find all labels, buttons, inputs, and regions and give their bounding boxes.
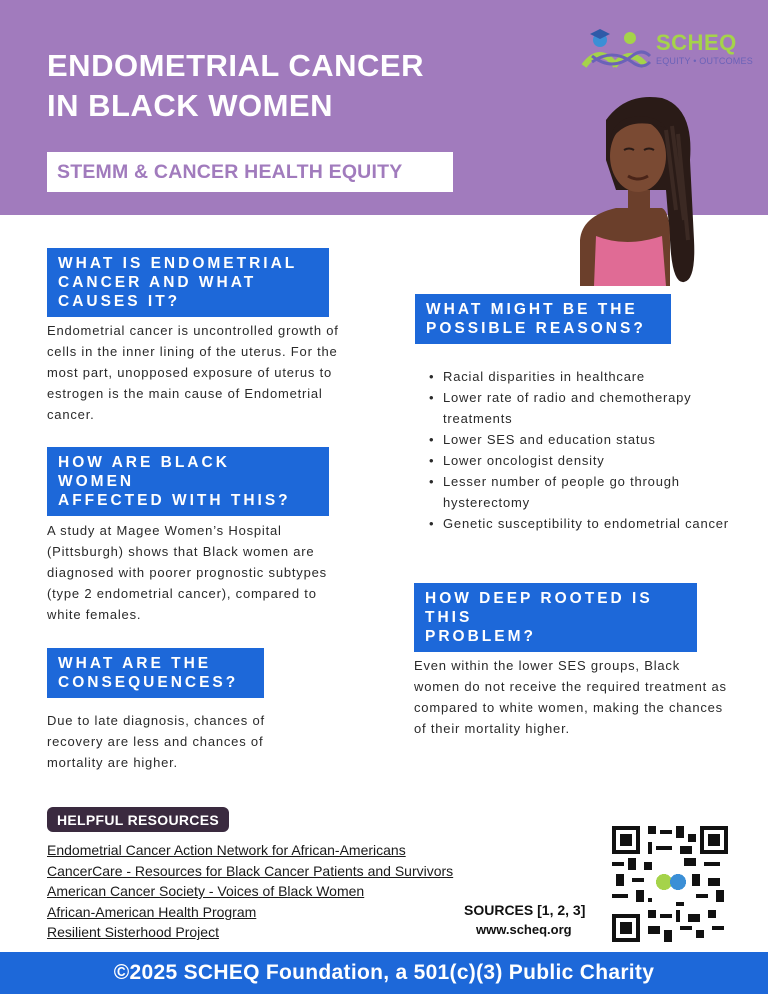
list-item: • Lower rate of radio and chemotherapy treatments: [427, 387, 737, 429]
resource-links: [47, 840, 453, 943]
heading-line: THIS: [425, 609, 473, 626]
heading-line: WHAT MIGHT BE THE: [426, 301, 638, 318]
resource-link-resilient-sisterhood[interactable]: Resilient Sisterhood Project: [47, 924, 219, 940]
footer-bar: [0, 952, 768, 994]
qr-code-icon[interactable]: [612, 826, 728, 942]
resource-link-cancercare[interactable]: CancerCare - Resources for Black Cancer Patients and Survivors: [47, 862, 454, 879]
subtitle: STEMM & CANCER HEALTH EQUITY: [57, 160, 403, 183]
website-label: www.scheq.org: [476, 922, 572, 937]
resource-link-ecan[interactable]: Endometrial Cancer Action Network for African-Americans: [47, 842, 406, 858]
heading-line: CONSEQUENCES?: [58, 674, 239, 691]
heading-line: WHAT ARE THE: [58, 655, 212, 672]
consequences-heading: [47, 648, 264, 698]
heading-line: WOMEN: [58, 473, 135, 490]
logo-name: SCHEQ: [656, 30, 737, 55]
heading-line: HOW DEEP ROOTED IS: [425, 590, 653, 607]
sources-label: SOURCES [1, 2, 3]: [464, 902, 586, 918]
heading-line: PROBLEM?: [425, 628, 536, 645]
how-affected-heading: [47, 447, 329, 516]
what-is-heading: [47, 248, 329, 317]
list-item: • Lower SES and education status: [427, 429, 737, 450]
heading-line: CAUSES IT?: [58, 293, 181, 310]
heading-line: AFFECTED WITH THIS?: [58, 492, 291, 509]
heading-line: HOW ARE BLACK: [58, 454, 230, 471]
deep-rooted-body: Even within the lower SES groups, Black women do not receive the required treatment as compared to white women, making the chances of their mortality higher.: [414, 658, 727, 736]
list-item: • Racial disparities in healthcare: [427, 366, 737, 387]
heading-line: CANCER AND WHAT: [58, 274, 257, 291]
reasons-list: [427, 366, 737, 534]
list-item: • Lesser number of people go through hysterectomy: [427, 471, 737, 513]
footer-text: ©2025 SCHEQ Foundation, a 501(c)(3) Public Charity: [113, 961, 655, 984]
helpful-resources-badge: HELPFUL RESOURCES: [47, 807, 229, 832]
how-affected-body: A study at Magee Women’s Hospital (Pittsburgh) shows that Black women are diagnosed with poorer prognostic subtypes (type 2 endometrial cancer), compared to white females.: [47, 523, 327, 622]
logo-tagline: EQUITY • OUTCOMES: [656, 56, 753, 66]
woman-illustration-icon: [566, 90, 716, 286]
title-line-1: ENDOMETRIAL CANCER: [47, 48, 424, 83]
heading-line: WHAT IS ENDOMETRIAL: [58, 255, 298, 272]
list-item: • Lower oncologist density: [427, 450, 737, 471]
title-line-2: IN BLACK WOMEN: [47, 88, 333, 123]
page-title: [47, 46, 424, 126]
consequences-body: Due to late diagnosis, chances of recovery are less and chances of mortality are higher.: [47, 713, 265, 770]
deep-rooted-heading: [414, 583, 697, 652]
subtitle-box: [47, 152, 453, 192]
resource-link-acs[interactable]: American Cancer Society - Voices of Black Women: [47, 883, 365, 899]
list-item: • Genetic susceptibility to endometrial cancer: [427, 513, 737, 534]
reasons-heading: [415, 294, 671, 344]
heading-line: POSSIBLE REASONS?: [426, 320, 646, 337]
what-is-body: Endometrial cancer is uncontrolled growth of cells in the inner lining of the uterus. For the most part, unopposed exposure of uterus to estrogen is the main cause of Endometrial cancer.: [47, 323, 339, 422]
resource-link-aahp[interactable]: African-American Health Program: [47, 903, 257, 920]
